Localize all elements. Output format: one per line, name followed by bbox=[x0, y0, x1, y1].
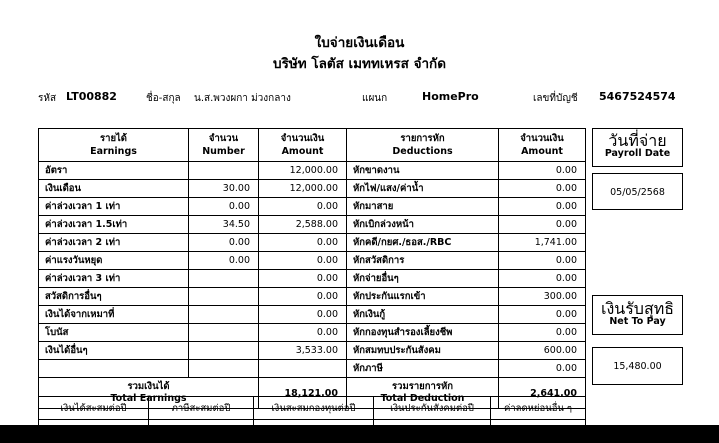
table-body bbox=[39, 162, 586, 409]
account-value: 5467524574 bbox=[599, 90, 676, 103]
ytd-col-fund: เงินสะสมกองทุนต่อปี bbox=[254, 397, 374, 420]
net-to-pay-label-en: Net To Pay bbox=[609, 316, 666, 327]
earning-number: 0.00 bbox=[189, 198, 259, 216]
ytd-col-social: เงินประกันสังคมต่อปี bbox=[374, 397, 491, 420]
name-label: ชื่อ-สกุล bbox=[146, 93, 181, 104]
ytd-value-fund bbox=[254, 420, 374, 443]
earning-number bbox=[189, 288, 259, 306]
total-deduction-value: 2,641.00 bbox=[499, 378, 586, 409]
deduction-label: หักมาสาย bbox=[347, 198, 499, 216]
ytd-value-row bbox=[39, 420, 586, 443]
earning-amount: 3,533.00 bbox=[259, 342, 347, 360]
deduction-amount: 0.00 bbox=[499, 180, 586, 198]
earning-label: เงินได้จากเหมาที่ bbox=[39, 306, 189, 324]
table-row bbox=[39, 234, 586, 252]
deduction-label: หักเบิกล่วงหน้า bbox=[347, 216, 499, 234]
table-row bbox=[39, 288, 586, 306]
ytd-summary-table bbox=[38, 396, 586, 443]
net-to-pay-header bbox=[592, 295, 683, 335]
deduction-amount: 0.00 bbox=[499, 162, 586, 180]
payroll-date-label-en: Payroll Date bbox=[604, 148, 671, 159]
earning-label bbox=[39, 360, 189, 378]
col-number-th: จำนวน bbox=[208, 133, 239, 144]
company-name: บริษัท โลตัส เมททเหรส จำกัด bbox=[273, 56, 446, 72]
deduction-label: หักไฟ/แสง/ค่าน้ำ bbox=[347, 180, 499, 198]
table-row bbox=[39, 360, 586, 378]
col-amount bbox=[259, 129, 347, 162]
earning-number: 34.50 bbox=[189, 216, 259, 234]
earning-label: เงินเดือน bbox=[39, 180, 189, 198]
earning-amount: 12,000.00 bbox=[259, 162, 347, 180]
earning-label: ค่าล่วงเวลา 2 เท่า bbox=[39, 234, 189, 252]
earning-number: 0.00 bbox=[189, 234, 259, 252]
total-earnings-label-th: รวมเงินได้ bbox=[127, 381, 170, 392]
earning-amount bbox=[259, 360, 347, 378]
table-row bbox=[39, 342, 586, 360]
col-number bbox=[189, 129, 259, 162]
earning-number bbox=[189, 360, 259, 378]
document-title-block bbox=[36, 0, 683, 74]
col-deduct-amount-en: Amount bbox=[521, 146, 563, 157]
table-row bbox=[39, 270, 586, 288]
table-row bbox=[39, 306, 586, 324]
payroll-date-label-th: วันที่จ่าย bbox=[608, 131, 667, 150]
account-label: เลขที่บัญชี bbox=[533, 93, 578, 104]
deduction-label: หักขาดงาน bbox=[347, 162, 499, 180]
deduction-label: หักคดี/กยศ./ธอส./RBC bbox=[347, 234, 499, 252]
deduction-amount: 600.00 bbox=[499, 342, 586, 360]
col-deduct-amount-th: จำนวนเงิน bbox=[520, 133, 564, 144]
col-earnings-th: รายได้ bbox=[100, 133, 127, 144]
deduction-label: หักภาษี bbox=[347, 360, 499, 378]
deduction-amount: 0.00 bbox=[499, 306, 586, 324]
table-row bbox=[39, 198, 586, 216]
ytd-value-social bbox=[374, 420, 491, 443]
earning-label: โบนัส bbox=[39, 324, 189, 342]
col-amount-th: จำนวนเงิน bbox=[280, 133, 325, 144]
payroll-date-value: 05/05/2568 bbox=[592, 173, 683, 210]
col-earnings-en: Earnings bbox=[90, 146, 137, 157]
employee-meta-row bbox=[36, 89, 683, 109]
deduction-label: หักสวัสดิการ bbox=[347, 252, 499, 270]
col-deductions-th: รายการหัก bbox=[400, 133, 445, 144]
earning-number: 0.00 bbox=[189, 252, 259, 270]
earning-number bbox=[189, 306, 259, 324]
earning-amount: 0.00 bbox=[259, 198, 347, 216]
ytd-col-tax: ภาษีสะสมต่อปี bbox=[149, 397, 254, 420]
table-row bbox=[39, 216, 586, 234]
earning-amount: 0.00 bbox=[259, 234, 347, 252]
deduction-amount: 0.00 bbox=[499, 324, 586, 342]
earning-amount: 0.00 bbox=[259, 252, 347, 270]
deduction-label: หักจ่ายอื่นๆ bbox=[347, 270, 499, 288]
earning-number bbox=[189, 162, 259, 180]
deduction-amount: 0.00 bbox=[499, 198, 586, 216]
deduction-label: หักประกันแรกเข้า bbox=[347, 288, 499, 306]
earning-amount: 0.00 bbox=[259, 270, 347, 288]
department-label: แผนก bbox=[362, 93, 388, 104]
col-deductions-en: Deductions bbox=[392, 146, 453, 157]
table-row bbox=[39, 252, 586, 270]
earning-number bbox=[189, 270, 259, 288]
earning-number: 30.00 bbox=[189, 180, 259, 198]
deduction-amount: 0.00 bbox=[499, 270, 586, 288]
ytd-value-income bbox=[39, 420, 149, 443]
earning-amount: 0.00 bbox=[259, 324, 347, 342]
net-to-pay-label-th: เงินรับสุทธิ bbox=[600, 299, 675, 318]
table-row bbox=[39, 162, 586, 180]
earning-label: เงินได้อื่นๆ bbox=[39, 342, 189, 360]
deduction-amount: 300.00 bbox=[499, 288, 586, 306]
earning-amount: 2,588.00 bbox=[259, 216, 347, 234]
ytd-col-other: ค่าลดหย่อนอื่น ๆ bbox=[491, 397, 586, 420]
deduction-amount: 0.00 bbox=[499, 252, 586, 270]
earning-amount: 0.00 bbox=[259, 288, 347, 306]
ytd-header-row bbox=[39, 397, 586, 420]
code-value: LT00882 bbox=[66, 90, 117, 103]
total-deduction-label-en: Total Deduction bbox=[380, 393, 465, 404]
col-deduct-amount bbox=[499, 129, 586, 162]
deduction-label: หักเงินกู้ bbox=[347, 306, 499, 324]
ytd-value-tax bbox=[149, 420, 254, 443]
deduction-label: หักกองทุนสำรองเลี้ยงชีพ bbox=[347, 324, 499, 342]
earning-label: อัตรา bbox=[39, 162, 189, 180]
deduction-amount: 0.00 bbox=[499, 360, 586, 378]
earning-amount: 0.00 bbox=[259, 306, 347, 324]
net-to-pay-value: 15,480.00 bbox=[592, 347, 683, 385]
table-row bbox=[39, 324, 586, 342]
total-deduction-label-th: รวมรายการหัก bbox=[392, 381, 453, 392]
department-value: HomePro bbox=[422, 90, 479, 103]
total-earnings-label-en: Total Earnings bbox=[110, 393, 187, 404]
name-value: น.ส.พวงผกา ม่วงกลาง bbox=[194, 93, 291, 104]
earning-label: สวัสดิการอื่นๆ bbox=[39, 288, 189, 306]
col-earnings bbox=[39, 129, 189, 162]
deduction-label: หักสมทบประกันสังคม bbox=[347, 342, 499, 360]
page-title: ใบจ่ายเงินเดือน bbox=[314, 35, 405, 51]
payslip-content bbox=[36, 0, 683, 425]
code-label: รหัส bbox=[38, 93, 57, 104]
deduction-amount: 1,741.00 bbox=[499, 234, 586, 252]
earning-label: ค่าล่วงเวลา 3 เท่า bbox=[39, 270, 189, 288]
earning-number bbox=[189, 342, 259, 360]
earning-amount: 12,000.00 bbox=[259, 180, 347, 198]
col-amount-en: Amount bbox=[281, 146, 324, 157]
total-earnings-value: 18,121.00 bbox=[259, 378, 347, 409]
earnings-deductions-table bbox=[38, 128, 586, 409]
table-header-row bbox=[39, 129, 586, 162]
col-number-en: Number bbox=[202, 146, 245, 157]
col-deductions bbox=[347, 129, 499, 162]
table-row bbox=[39, 180, 586, 198]
ytd-value-other bbox=[491, 420, 586, 443]
ytd-col-income: เงินได้สะสมต่อปี bbox=[39, 397, 149, 420]
earning-label: ค่าล่วงเวลา 1.5เท่า bbox=[39, 216, 189, 234]
payroll-date-header bbox=[592, 128, 683, 167]
earning-label: ค่าล่วงเวลา 1 เท่า bbox=[39, 198, 189, 216]
earning-number bbox=[189, 324, 259, 342]
deduction-amount: 0.00 bbox=[499, 216, 586, 234]
earning-label: ค่าแรงวันหยุด bbox=[39, 252, 189, 270]
